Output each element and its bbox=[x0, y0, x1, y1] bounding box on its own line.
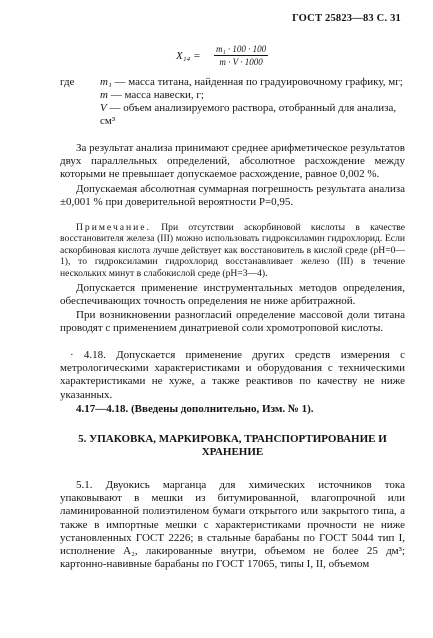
page-header: ГОСТ 25823—83 С. 31 bbox=[292, 13, 401, 24]
paragraph-error: Допускаемая абсолютная суммарная погрешность результата анализа ±0,001 % при доверительной вероятности P=0,95. bbox=[60, 183, 405, 209]
note-label: Примечание. bbox=[76, 222, 151, 233]
paragraph-amendment: 4.17—4.18. (Введены дополнительно, Изм. № 1). bbox=[76, 403, 314, 415]
paragraph-disputes: При возникновении разногласий определение массовой доли титана проводят с применением динатриевой соли хромотроповой кислоты. bbox=[60, 309, 405, 335]
legend-text: — объем анализируемого раствора, отобранный для анализа, см³ bbox=[100, 102, 397, 127]
legend-text: — масса навески, г; bbox=[107, 89, 204, 101]
paragraph-5-1: 5.1. Двуокись марганца для химических источников тока упаковывают в мешки из битумированной, влагопрочной или ламинированной полиэтиленом бумаги открытого или закрытого типа, а также в импортные мешки с характеристиками прочности не ниже установленных ГОСТ 2226; в стальные барабаны по ГОСТ 5044 тип I, исполнение А₂, лакированные внутри, объемом не более 25 дм³; картонно-навивные барабаны по ГОСТ 17065, типы I, II, объемом bbox=[60, 479, 405, 571]
formula-fraction bbox=[214, 44, 268, 67]
legend-text: — масса титана, найденная по градуировочному графику, мг; bbox=[111, 76, 403, 88]
symbol-legend bbox=[60, 76, 405, 128]
formula-numerator: m₁ · 100 · 100 bbox=[216, 44, 267, 54]
legend-row bbox=[60, 76, 405, 89]
legend-symbol: m₁ bbox=[100, 76, 112, 88]
formula-denominator: m · V · 1000 bbox=[219, 57, 263, 67]
paragraph-result: За результат анализа принимают среднее арифметическое результатов двух параллельных определений, абсолютное расхождение между которыми не превышает допускаемое расхождение, равное 0,002 %. bbox=[60, 142, 405, 181]
note-text: При отсутствии аскорбиновой кислоты в качестве восстановителя железа (III) можно использовать гидроксиламин гидрохлорид. Если аскорбиновая кислота лучше действует как восстановитель в кислой среде (pH=0—1), то гидроксиламин гидрохлорид восстанавливает железо (III) в течение нескольких минут в слабокислой среде (pH=3—4). bbox=[60, 222, 405, 279]
legend-row bbox=[60, 89, 405, 102]
paragraph-4-18: · 4.18. Допускается применение других средств измерения с метрологическими характеристиками и оборудования с техническими характеристиками не хуже, а также реактивов по качеству не ниже указанных. bbox=[60, 349, 405, 401]
formula-lhs: X₁₄ = bbox=[176, 50, 201, 62]
legend-symbol: m bbox=[100, 89, 108, 101]
paragraph-instrumental: Допускается применение инструментальных методов определения, обеспечивающих точность определения не ниже арбитражной. bbox=[60, 282, 405, 308]
section-title: 5. УПАКОВКА, МАРКИРОВКА, ТРАНСПОРТИРОВАНИЕ И ХРАНЕНИЕ bbox=[78, 433, 387, 458]
legend-lead: где bbox=[60, 76, 75, 88]
legend-row bbox=[60, 102, 405, 128]
note bbox=[60, 222, 405, 279]
fraction-bar bbox=[214, 55, 268, 56]
legend-symbol: V bbox=[100, 102, 107, 114]
